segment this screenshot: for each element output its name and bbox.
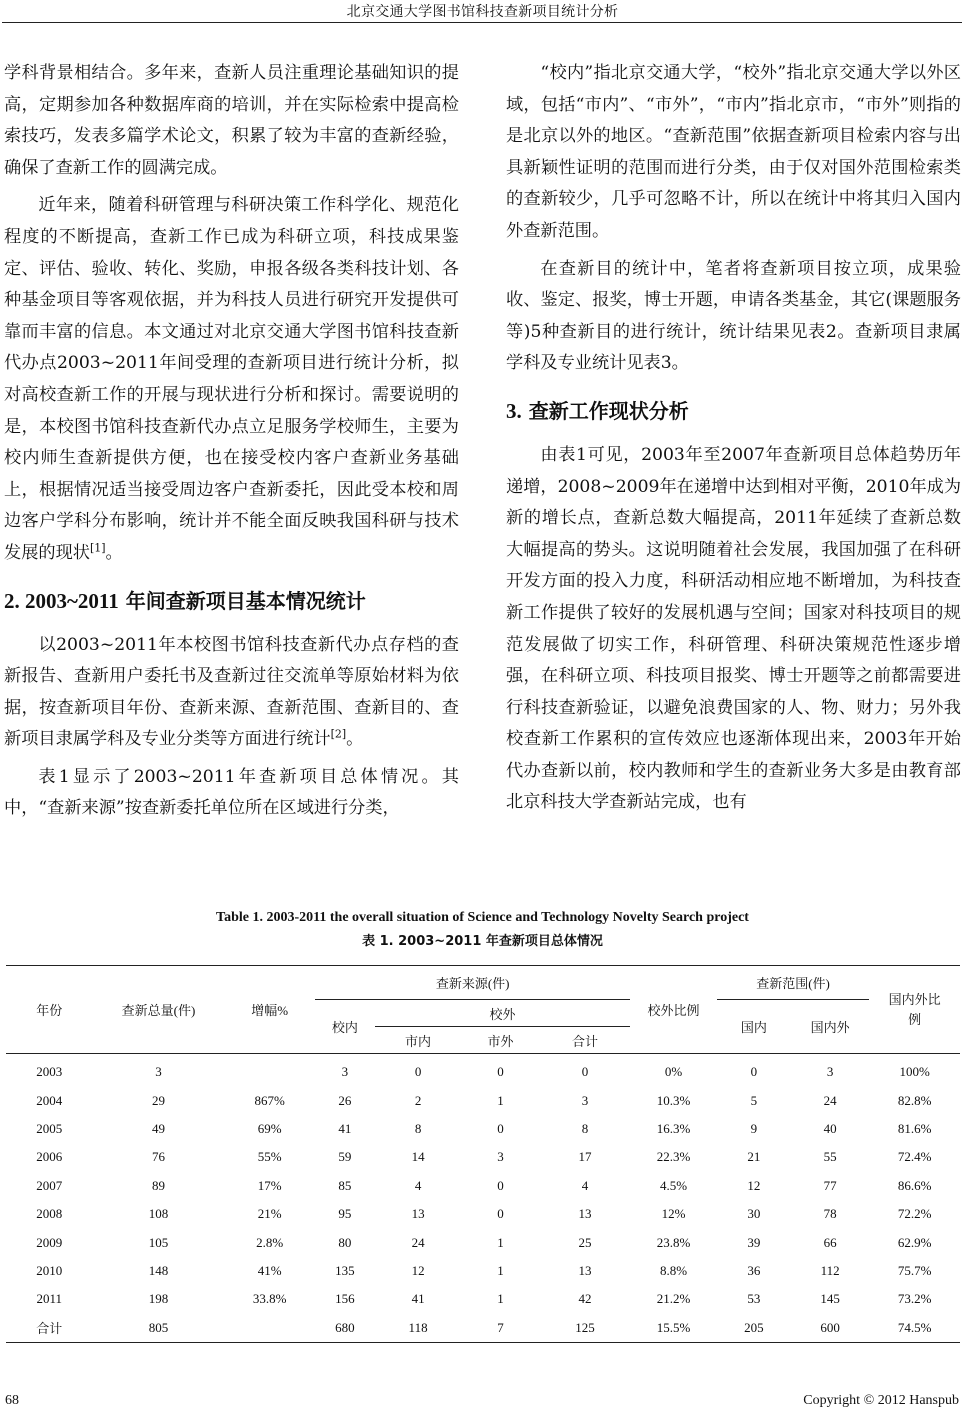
paragraph: 学科背景相结合。多年来，查新人员注重理论基础知识的提高，定期参加各种数据库商的培训，并在实际检索中提高检索技巧，发表多篇学术论文，积累了较为丰富的查新经验，确保了查新工作的圆满完成。	[4, 63, 459, 178]
cell-intl: 112	[820, 1262, 840, 1278]
cell-city-in: 0	[414, 1064, 422, 1080]
cell-domestic: 0	[750, 1064, 758, 1080]
cell-total: 148	[148, 1262, 169, 1278]
cell-off-ratio: 0%	[664, 1064, 683, 1080]
cell-domestic: 9	[750, 1120, 758, 1136]
cell-subtotal: 13	[578, 1206, 592, 1222]
cell-total: 76	[151, 1149, 165, 1165]
col-header-off-ratio: 校外比例	[630, 966, 717, 1054]
cell-city-out: 1	[497, 1291, 504, 1307]
cell-growth: 17%	[257, 1177, 282, 1193]
cell-campus: 59	[338, 1149, 352, 1165]
header-rule	[2, 22, 962, 23]
cell-intl: 77	[823, 1177, 837, 1193]
col-header-domestic: 国内	[717, 1000, 791, 1054]
cell-subtotal: 25	[578, 1234, 592, 1250]
cell-total: 49	[151, 1120, 165, 1136]
cell-off-ratio: 15.5%	[630, 1314, 717, 1343]
cell-campus: 135	[335, 1262, 355, 1278]
citation-ref[interactable]: [2]	[330, 727, 347, 741]
cell-city-out: 3	[497, 1149, 504, 1165]
cell-year: 2007	[36, 1177, 63, 1193]
cell-city-out: 0	[497, 1120, 504, 1136]
cell-intl-ratio: 100%	[899, 1064, 930, 1080]
cell-off-ratio: 21.2%	[656, 1291, 691, 1307]
cell-year: 2008	[36, 1206, 63, 1222]
cell-campus: 95	[338, 1206, 352, 1222]
cell-year: 2010	[36, 1262, 63, 1278]
cell-growth: 33.8%	[252, 1291, 287, 1307]
cell-growth: 55%	[257, 1149, 282, 1165]
cell-city-in: 8	[414, 1120, 422, 1136]
cell-subtotal: 8	[581, 1120, 589, 1136]
cell-subtotal: 17	[578, 1149, 592, 1165]
cell-city-in: 4	[414, 1177, 422, 1193]
paragraph: 近年来，随着科研管理与科研决策工作科学化、规范化程度的不断提高，查新工作已成为科研立项，科技成果鉴定、评估、验收、转化、奖励，申报各级各类科技计划、各种基金项目等客观依据，并为科技人员进行研究开发提供可靠而丰富的信息。本文通过对北京交通大学图书馆科技查新代办点2003~2011年间受理的查新项目进行统计分析，拟对高校查新工作的开展与现状进行分析和探讨。需要说明的是，本校图书馆科技查新代办点立足服务学校师生，主要为校内师生查新提供方便，也在接受校内客户查新业务基础上，根据情况适当接受周边客户查新委托，因此受本校和周边客户学科分布影响，统计并不能全面反映我国科研与技术发展的现状[1]。	[4, 195, 459, 563]
cell-year: 2004	[36, 1092, 63, 1108]
cell-city-in: 14	[411, 1149, 425, 1165]
section-heading-2: 2. 2003~2011 年间查新项目基本情况统计	[4, 588, 366, 613]
right-column	[506, 58, 961, 819]
paragraph: 由表1可见，2003年至2007年查新项目总体趋势历年递增，2008~2009年在递增中达到相对平衡，2010年成为新的增长点，查新总数大幅提高，2011年延续了查新总数大幅提高的势头。这说明随着社会发展，我国加强了在科研开发方面的投入力度，科研活动相应地不断增加，为科技查新工作提供了较好的发展机遇与空间；国家对科技项目的规范发展做了切实工作，科研管理、科研决策规范性逐步增强，在科研立项、科技项目报奖、博士开题等之前都需要进行科技查新验证，以避免浪费国家的人、物、财力；另外我校查新工作累积的宣传效应也逐渐体现出来，2003年开始代办查新以前，校内教师和学生的查新业务大多是由教育部北京科技大学查新站完成，也有	[506, 444, 962, 813]
cell-intl: 55	[823, 1149, 837, 1165]
cell-campus: 85	[338, 1177, 352, 1193]
cell-domestic: 53	[747, 1291, 761, 1307]
table-row	[6, 1228, 960, 1256]
cell-off-ratio: 16.3%	[656, 1120, 691, 1136]
cell-total: 108	[148, 1206, 169, 1222]
cell-city-in: 24	[411, 1234, 425, 1250]
cell-subtotal: 13	[578, 1262, 592, 1278]
cell-intl-ratio: 62.9%	[897, 1234, 932, 1250]
cell-intl: 145	[820, 1291, 840, 1307]
cell-city-out: 0	[497, 1206, 504, 1222]
col-header-growth: 增幅%	[224, 966, 315, 1054]
cell-city-in: 2	[414, 1092, 422, 1108]
cell-intl: 66	[823, 1234, 837, 1250]
page-number: 68	[5, 1393, 19, 1408]
cell-intl-ratio: 72.2%	[897, 1206, 932, 1222]
section-heading-3: 3. 查新工作现状分析	[506, 398, 689, 423]
table-caption-zh: 表 1. 2003~2011 年查新项目总体情况	[362, 934, 603, 949]
col-header-scope: 查新范围(件)	[717, 966, 869, 1000]
cell-city-out: 1	[497, 1262, 504, 1278]
cell-off-ratio: 8.8%	[660, 1262, 688, 1278]
cell-city-out: 7	[461, 1314, 539, 1343]
cell-subtotal: 4	[581, 1177, 589, 1193]
statistics-table	[6, 965, 960, 1343]
cell-city-in: 118	[375, 1314, 462, 1343]
table-row	[6, 1200, 960, 1228]
cell-growth: 69%	[257, 1120, 282, 1136]
cell-domestic: 205	[717, 1314, 791, 1343]
cell-off-ratio: 10.3%	[656, 1092, 691, 1108]
cell-growth	[224, 1054, 315, 1087]
copyright-notice: Copyright © 2012 Hanspub	[803, 1393, 959, 1408]
cell-growth: 21%	[257, 1206, 282, 1222]
cell-subtotal: 0	[581, 1064, 589, 1080]
cell-year: 合计	[6, 1314, 93, 1343]
paragraph: 表1显示了2003~2011年查新项目总体情况。其中，“查新来源”按查新委托单位所在区域进行分类，	[4, 766, 459, 819]
table-caption-en: Table 1. 2003-2011 the overall situation of Science and Technology Novelty Search project	[216, 910, 749, 925]
cell-city-out: 0	[497, 1177, 504, 1193]
cell-campus: 41	[338, 1120, 352, 1136]
paragraph: 在查新目的统计中，笔者将查新项目按立项，成果验收、鉴定、报奖，博士开题，申请各类基金，其它(课题服务等)5种查新目的进行统计，统计结果见表2。查新项目隶属学科及专业统计见表3。	[506, 258, 961, 374]
col-header-city-out: 市外	[461, 1027, 539, 1054]
cell-city-in: 13	[411, 1206, 425, 1222]
table-row	[6, 1086, 960, 1114]
col-header-year: 年份	[6, 966, 93, 1054]
cell-growth: 41%	[257, 1262, 282, 1278]
cell-intl-ratio: 86.6%	[897, 1177, 932, 1193]
cell-city-in: 41	[411, 1291, 425, 1307]
cell-total: 29	[151, 1092, 165, 1108]
cell-city-out: 1	[497, 1092, 504, 1108]
cell-growth: 2.8%	[256, 1234, 284, 1250]
cell-campus: 156	[335, 1291, 355, 1307]
cell-year: 2009	[36, 1234, 63, 1250]
table-row	[6, 1314, 960, 1343]
cell-off-ratio: 4.5%	[660, 1177, 688, 1193]
cell-domestic: 12	[747, 1177, 761, 1193]
cell-intl: 24	[823, 1092, 837, 1108]
col-header-city-in: 市内	[375, 1027, 462, 1054]
cell-city-out: 0	[497, 1064, 504, 1080]
citation-ref[interactable]: [1]	[89, 541, 106, 555]
col-header-intl-ratio: 国内外比例	[869, 966, 960, 1054]
cell-year: 2011	[36, 1291, 63, 1307]
paragraph: “校内”指北京交通大学，“校外”指北京交通大学以外区域，包括“市内”、“市外”，“市内”指北京市，“市外”则指的是北京以外的地区。“查新范围”依据查新项目检索内容与出具新颖性证明的范围而进行分类，由于仅对国外范围检索类的查新较少，几乎可忽略不计，所以在统计中将其归入国内外查新范围。	[506, 63, 961, 241]
cell-year: 2005	[36, 1120, 63, 1136]
cell-intl-ratio: 82.8%	[897, 1092, 932, 1108]
cell-domestic: 39	[747, 1234, 761, 1250]
table-body	[6, 1054, 960, 1343]
cell-year: 2003	[36, 1064, 63, 1080]
col-header-total: 查新总量(件)	[93, 966, 225, 1054]
cell-city-out: 1	[497, 1234, 504, 1250]
cell-domestic: 36	[747, 1262, 761, 1278]
table-row	[6, 1143, 960, 1171]
cell-campus: 680	[315, 1314, 375, 1343]
table-row	[6, 1172, 960, 1200]
cell-campus: 80	[338, 1234, 352, 1250]
cell-domestic: 30	[747, 1206, 761, 1222]
cell-total: 805	[93, 1314, 225, 1343]
cell-intl: 600	[791, 1314, 869, 1343]
cell-intl: 40	[823, 1120, 837, 1136]
cell-intl: 78	[823, 1206, 837, 1222]
table-row	[6, 1115, 960, 1143]
left-column	[4, 58, 459, 825]
cell-subtotal: 42	[578, 1291, 592, 1307]
table-row	[6, 1257, 960, 1285]
table-row	[6, 1054, 960, 1087]
cell-growth	[224, 1314, 315, 1343]
cell-total: 198	[148, 1291, 169, 1307]
cell-total: 3	[155, 1064, 162, 1080]
col-header-source: 查新来源(件)	[315, 966, 630, 1000]
cell-subtotal: 3	[581, 1092, 589, 1108]
cell-total: 89	[151, 1177, 165, 1193]
paragraph: 以2003~2011年本校图书馆科技查新代办点存档的查新报告、查新用户委托书及查新过往交流单等原始材料为依据，按查新项目年份、查新来源、查新范围、查新目的、查新项目隶属学科及专业分类等方面进行统计[2]。	[4, 634, 459, 750]
col-header-off-campus: 校外	[375, 1000, 630, 1027]
col-header-campus: 校内	[315, 1000, 375, 1054]
cell-domestic: 5	[750, 1092, 758, 1108]
cell-off-ratio: 22.3%	[656, 1149, 691, 1165]
cell-intl: 3	[826, 1064, 834, 1080]
table-row	[6, 1285, 960, 1313]
cell-total: 105	[148, 1234, 169, 1250]
cell-intl-ratio: 72.4%	[897, 1149, 932, 1165]
cell-growth: 867%	[254, 1092, 285, 1108]
cell-intl-ratio: 73.2%	[897, 1291, 932, 1307]
cell-campus: 3	[341, 1064, 349, 1080]
cell-city-in: 12	[411, 1262, 425, 1278]
cell-campus: 26	[338, 1092, 352, 1108]
cell-domestic: 21	[747, 1149, 761, 1165]
cell-subtotal: 125	[540, 1314, 631, 1343]
cell-intl-ratio: 81.6%	[897, 1120, 932, 1136]
cell-year: 2006	[36, 1149, 63, 1165]
col-header-intl: 国内外	[791, 1000, 869, 1054]
cell-off-ratio: 12%	[661, 1206, 686, 1222]
running-title: 北京交通大学图书馆科技查新项目统计分析	[346, 4, 619, 20]
cell-intl-ratio: 75.7%	[897, 1262, 932, 1278]
cell-intl-ratio: 74.5%	[869, 1314, 960, 1343]
cell-off-ratio: 23.8%	[656, 1234, 691, 1250]
col-header-subtotal: 合计	[540, 1027, 631, 1054]
